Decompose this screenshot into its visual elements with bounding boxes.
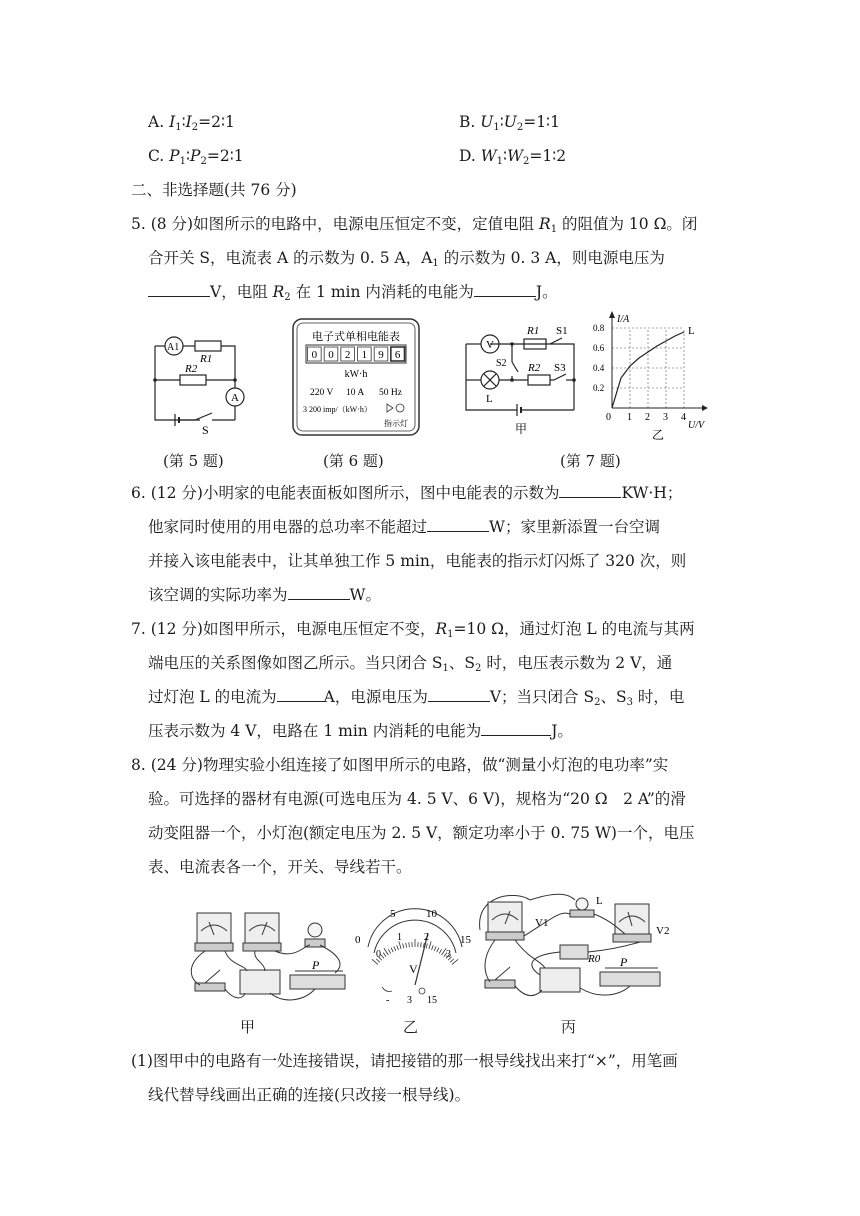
fig7-jia-label: 甲: [515, 422, 528, 436]
x-tick-label: 3: [663, 412, 668, 423]
scale-left-label: 0: [355, 934, 361, 946]
scale-tick: [403, 943, 404, 948]
indicator-lamp: [396, 404, 404, 412]
meter-imp: 3 200 imp/（kW·h）: [303, 405, 372, 414]
q5-line1: 5. (8 分)如图所示的电路中，电源电压恒定不变，定值电阻 $R_1$ 的阻值为 10 Ω。闭: [131, 215, 698, 235]
meter-digit: 6: [394, 349, 401, 361]
scale-inner-0: 0: [376, 949, 381, 960]
y-tick-label: 0.6: [593, 343, 605, 353]
meter-digit: 0: [311, 349, 318, 361]
answer-blank[interactable]: [481, 721, 551, 736]
fig8-jia-p-label: P: [312, 958, 320, 972]
meter-spec-freq: 50 Hz: [379, 388, 402, 398]
q6-line2: 他家同时使用的用电器的总功率不能超过 W；家里新添置一台空调: [148, 518, 660, 536]
scale-tick: [409, 942, 410, 947]
q6-line3: 并接入该电能表中，让其单独工作 5 min，电能表的指示灯闪烁了 320 次，则: [148, 552, 687, 570]
fig7-iu-chart: [592, 308, 712, 440]
q6-line4: 该空调的实际功率为 W。: [148, 586, 381, 604]
q6-line1: 6. (12 分)小明家的电能表面板如图所示，图中电能表的示数为 KW·H；: [131, 484, 683, 502]
answer-blank[interactable]: [474, 282, 536, 297]
fig6-caption: (第 6 题): [323, 452, 384, 470]
fig8-bing-apparatus: [470, 890, 680, 1015]
q8-1-line1: (1)图甲中的电路有一处连接错误，请把接错的那一根导线找出来打“×”，用笔画: [131, 1052, 678, 1070]
fig8-v2-label: V2: [656, 925, 670, 937]
q7-line4: 压表示数为 4 V，电路在 1 min 内消耗的电能为 J。: [148, 722, 573, 740]
scale-tick: [437, 948, 439, 952]
fig8-l-label: L: [596, 895, 603, 907]
q5-line3: V，电阻 $R_2$ 在 1 min 内消耗的电能为 J。: [148, 282, 558, 302]
y-tick-label: 0.2: [593, 383, 605, 393]
scale-top-10: 10: [426, 908, 437, 920]
scale-tick: [394, 946, 396, 951]
scale-tick: [426, 943, 427, 948]
fig7-r2-label: R2: [528, 362, 541, 374]
scale-tick: [397, 945, 399, 950]
fig8-bing-caption: 丙: [561, 1018, 577, 1036]
answer-blank[interactable]: [427, 517, 489, 532]
scale-inner-1: 1: [397, 932, 402, 943]
q8-line4: 表、电流表各一个，开关、导线若干。: [148, 858, 412, 876]
answer-blank[interactable]: [288, 585, 350, 600]
scale-v-label: V: [409, 962, 418, 976]
answer-blank[interactable]: [559, 483, 621, 498]
fig5-r2-label: R2: [185, 363, 198, 375]
meter-unit: kW·h: [344, 369, 368, 380]
meter-digit: 1: [361, 349, 368, 361]
x-tick-label: 0: [606, 412, 611, 423]
terminal-minus: -: [386, 995, 390, 1005]
series-l-label: L: [688, 325, 695, 337]
meter-digit: 9: [378, 349, 384, 361]
q8-1-line2: 线代替导线画出正确的连接(只改接一根导线)。: [148, 1086, 471, 1104]
fig7-r1-label: R1: [527, 325, 540, 337]
q7-line1: 7. (12 分)如图甲所示，电源电压恒定不变，$R_1=10$ Ω，通过灯泡 L 的电流与其两: [131, 620, 695, 640]
fig8-bing-p-label: P: [620, 955, 628, 969]
fig7-s3-label: S3: [554, 362, 566, 374]
meter-digit: 2: [344, 349, 351, 361]
scale-tick: [429, 941, 431, 949]
scale-right-label: 15: [460, 934, 471, 946]
fig8-yi-caption: 乙: [403, 1018, 419, 1036]
q8-line3: 动变阻器一个，小灯泡(额定电压为 2. 5 V，额定功率小于 0. 75 W)一个，电压: [148, 824, 695, 842]
fig5-circuit: [150, 328, 260, 440]
scale-tick: [381, 955, 384, 959]
scale-tick: [432, 945, 434, 950]
fig5-r1-label: R1: [200, 353, 213, 365]
y-tick-label: 0.8: [593, 323, 605, 333]
scale-inner-3: 3: [446, 949, 451, 960]
option-b: B. $U_1∶U_2=1∶1$: [459, 113, 560, 133]
meter-digit: 0: [328, 349, 334, 361]
scale-tick: [434, 946, 436, 951]
fig7-circuit: [462, 320, 582, 438]
fig7-v-label: V: [486, 339, 494, 351]
option-c: C. $P_1∶P_2=2∶1$: [148, 147, 244, 167]
answer-blank[interactable]: [277, 687, 324, 702]
option-a: A. $I_1∶I_2=2∶1$: [148, 113, 235, 133]
meter-lamp-label: 指示灯: [384, 419, 408, 428]
fig7-caption: (第 7 题): [560, 452, 621, 470]
scale-tick: [439, 949, 442, 953]
answer-blank[interactable]: [428, 687, 490, 702]
x-tick-label: 1: [627, 412, 632, 423]
section-heading: 二、非选择题(共 76 分): [131, 181, 297, 199]
meter-spec-voltage: 220 V: [310, 388, 334, 398]
meter-spec-current: 10 A: [346, 388, 365, 398]
fig7-s1-label: S1: [556, 325, 568, 337]
x-tick-label: 2: [645, 412, 650, 423]
fig7-yi-label: 乙: [652, 428, 665, 440]
scale-tick: [406, 943, 407, 948]
x-axis-label: U/V: [688, 420, 705, 431]
fig5-caption: (第 5 题): [163, 452, 224, 470]
scale-tick: [388, 949, 391, 953]
fig7-s2-label: S2: [496, 358, 507, 369]
scale-tick: [384, 948, 388, 955]
scale-tick: [391, 948, 393, 952]
option-d: D. $W_1∶W_2=1∶2$: [459, 147, 567, 167]
q7-line3: 过灯泡 L 的电流为 A，电源电压为 V；当只闭合 $S_2$、$S_3$ 时，电: [148, 688, 685, 708]
fig8-v1-label: V1: [535, 917, 549, 929]
fig5-s-label: S: [202, 423, 209, 437]
q8-line2: 验。可选择的器材有电源(可选电压为 4. 5 V、6 V)，规格为“20 Ω 2 A”的滑: [148, 790, 686, 808]
fig7-l-label: L: [486, 393, 493, 405]
meter-title: 电子式单相电能表: [312, 331, 400, 343]
fig8-jia-apparatus: [185, 905, 355, 1015]
fig6-energy-meter: [292, 318, 420, 436]
scale-inner-2: 2: [424, 932, 429, 943]
fig8-jia-caption: 甲: [240, 1018, 256, 1036]
scale-top-5: 5: [390, 908, 396, 920]
x-tick-label: 4: [681, 412, 686, 423]
y-tick-label: 0.4: [593, 363, 605, 373]
terminal-3: 3: [407, 995, 412, 1005]
fig8-yi-voltmeter: [350, 905, 475, 1005]
fig8-r0-label: R0: [588, 953, 601, 965]
indicator-arrow: [387, 404, 393, 412]
answer-blank[interactable]: [148, 282, 210, 297]
q8-line1: 8. (24 分)物理实验小组连接了如图甲所示的电路，做“测量小灯泡的电功率”实: [131, 756, 669, 774]
fig5-a1-label: A1: [167, 342, 180, 353]
scale-tick: [383, 953, 386, 957]
scale-tick: [421, 942, 422, 947]
q7-line2: 端电压的关系图像如图乙所示。当只闭合 $S_1$、$S_2$ 时，电压表示数为 2 V，通: [148, 654, 673, 674]
terminal-15: 15: [427, 995, 437, 1005]
q5-line2: 合开关 S，电流表 A 的示数为 0. 5 A，$A_1$ 的示数为 0. 3 A，则电源电压为: [148, 249, 665, 269]
fig5-a-label: A: [231, 392, 239, 404]
y-axis-label: I/A: [617, 314, 630, 325]
